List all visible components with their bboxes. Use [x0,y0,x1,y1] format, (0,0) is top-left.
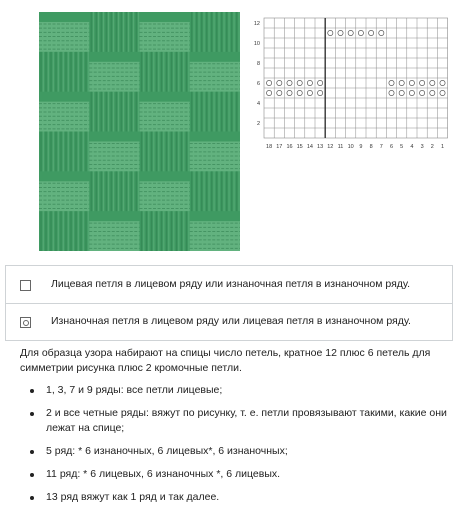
circle-square-icon [20,317,31,328]
stitch-label: 12 [327,144,334,150]
knitting-chart [248,14,448,174]
list-item: 1, 3, 7 и 9 ряды: все петли лицевые; [20,383,450,398]
purl-block [190,221,240,251]
empty-square-icon [20,280,31,291]
stitch-label: 11 [337,144,344,150]
stitch-label: 3 [420,144,424,150]
stitch-label: 2 [430,144,434,150]
purl-block [190,62,240,92]
purl-block [140,22,190,52]
legend-text: Лицевая петля в лицевом ряду или изнаночная петля в изнаночном ряду. [51,278,411,290]
row-label: 10 [253,41,260,47]
list-item: 11 ряд: * 6 лицевых, 6 изнаночных *, 6 лицевых. [20,467,450,482]
purl-block [89,62,139,92]
stitch-label: 9 [359,144,363,150]
stitch-label: 15 [296,144,303,150]
row-label: 4 [256,101,260,107]
description-intro: Для образца узора набирают на спицы число петель, кратное 12 плюс 6 петель для симметрии рисунка плюс 2 кромочные петли. [20,347,431,374]
purl-block [190,141,240,171]
row-label: 2 [256,121,260,127]
stitch-label: 14 [306,144,313,150]
purl-block [39,102,89,132]
stitch-label: 7 [379,144,383,150]
stitch-label: 5 [400,144,404,150]
list-item: 2 и все четные ряды: вяжут по рисунку, т. е. петли провязывают такими, какие они лежат на спице; [20,406,450,436]
stitch-label: 1 [440,144,445,150]
knitted-swatch-photo [39,12,240,251]
stitch-label: 17 [276,144,283,150]
stitch-label: 10 [347,144,354,150]
chart-grid [264,18,448,138]
stitch-label: 6 [389,144,394,150]
purl-block [39,22,89,52]
legend-text: Изнаночная петля в лицевом ряду или лицевая петля в изнаночном ряду. [51,315,411,327]
stitch-label: 18 [266,144,273,150]
purl-block [140,102,190,132]
row-label: 12 [253,21,260,27]
legend-row-knit [5,265,453,304]
stitch-label: 4 [410,144,414,150]
stitch-label: 8 [369,144,373,150]
purl-block [39,181,89,211]
list-item: 13 ряд вяжут как 1 ряд и так далее. [20,490,450,505]
stitch-label: 16 [286,144,293,150]
row-label: 6 [256,81,260,87]
purl-block [140,181,190,211]
legend-row-purl [5,303,453,341]
purl-block [89,221,139,251]
purl-block [89,141,139,171]
list-item: 5 ряд: * 6 изнаночных, 6 лицевых*, 6 изнаночных; [20,444,450,459]
row-instructions-list [20,383,450,505]
row-label: 8 [256,61,260,67]
stitch-label: 13 [317,144,324,150]
pattern-description [20,346,450,513]
